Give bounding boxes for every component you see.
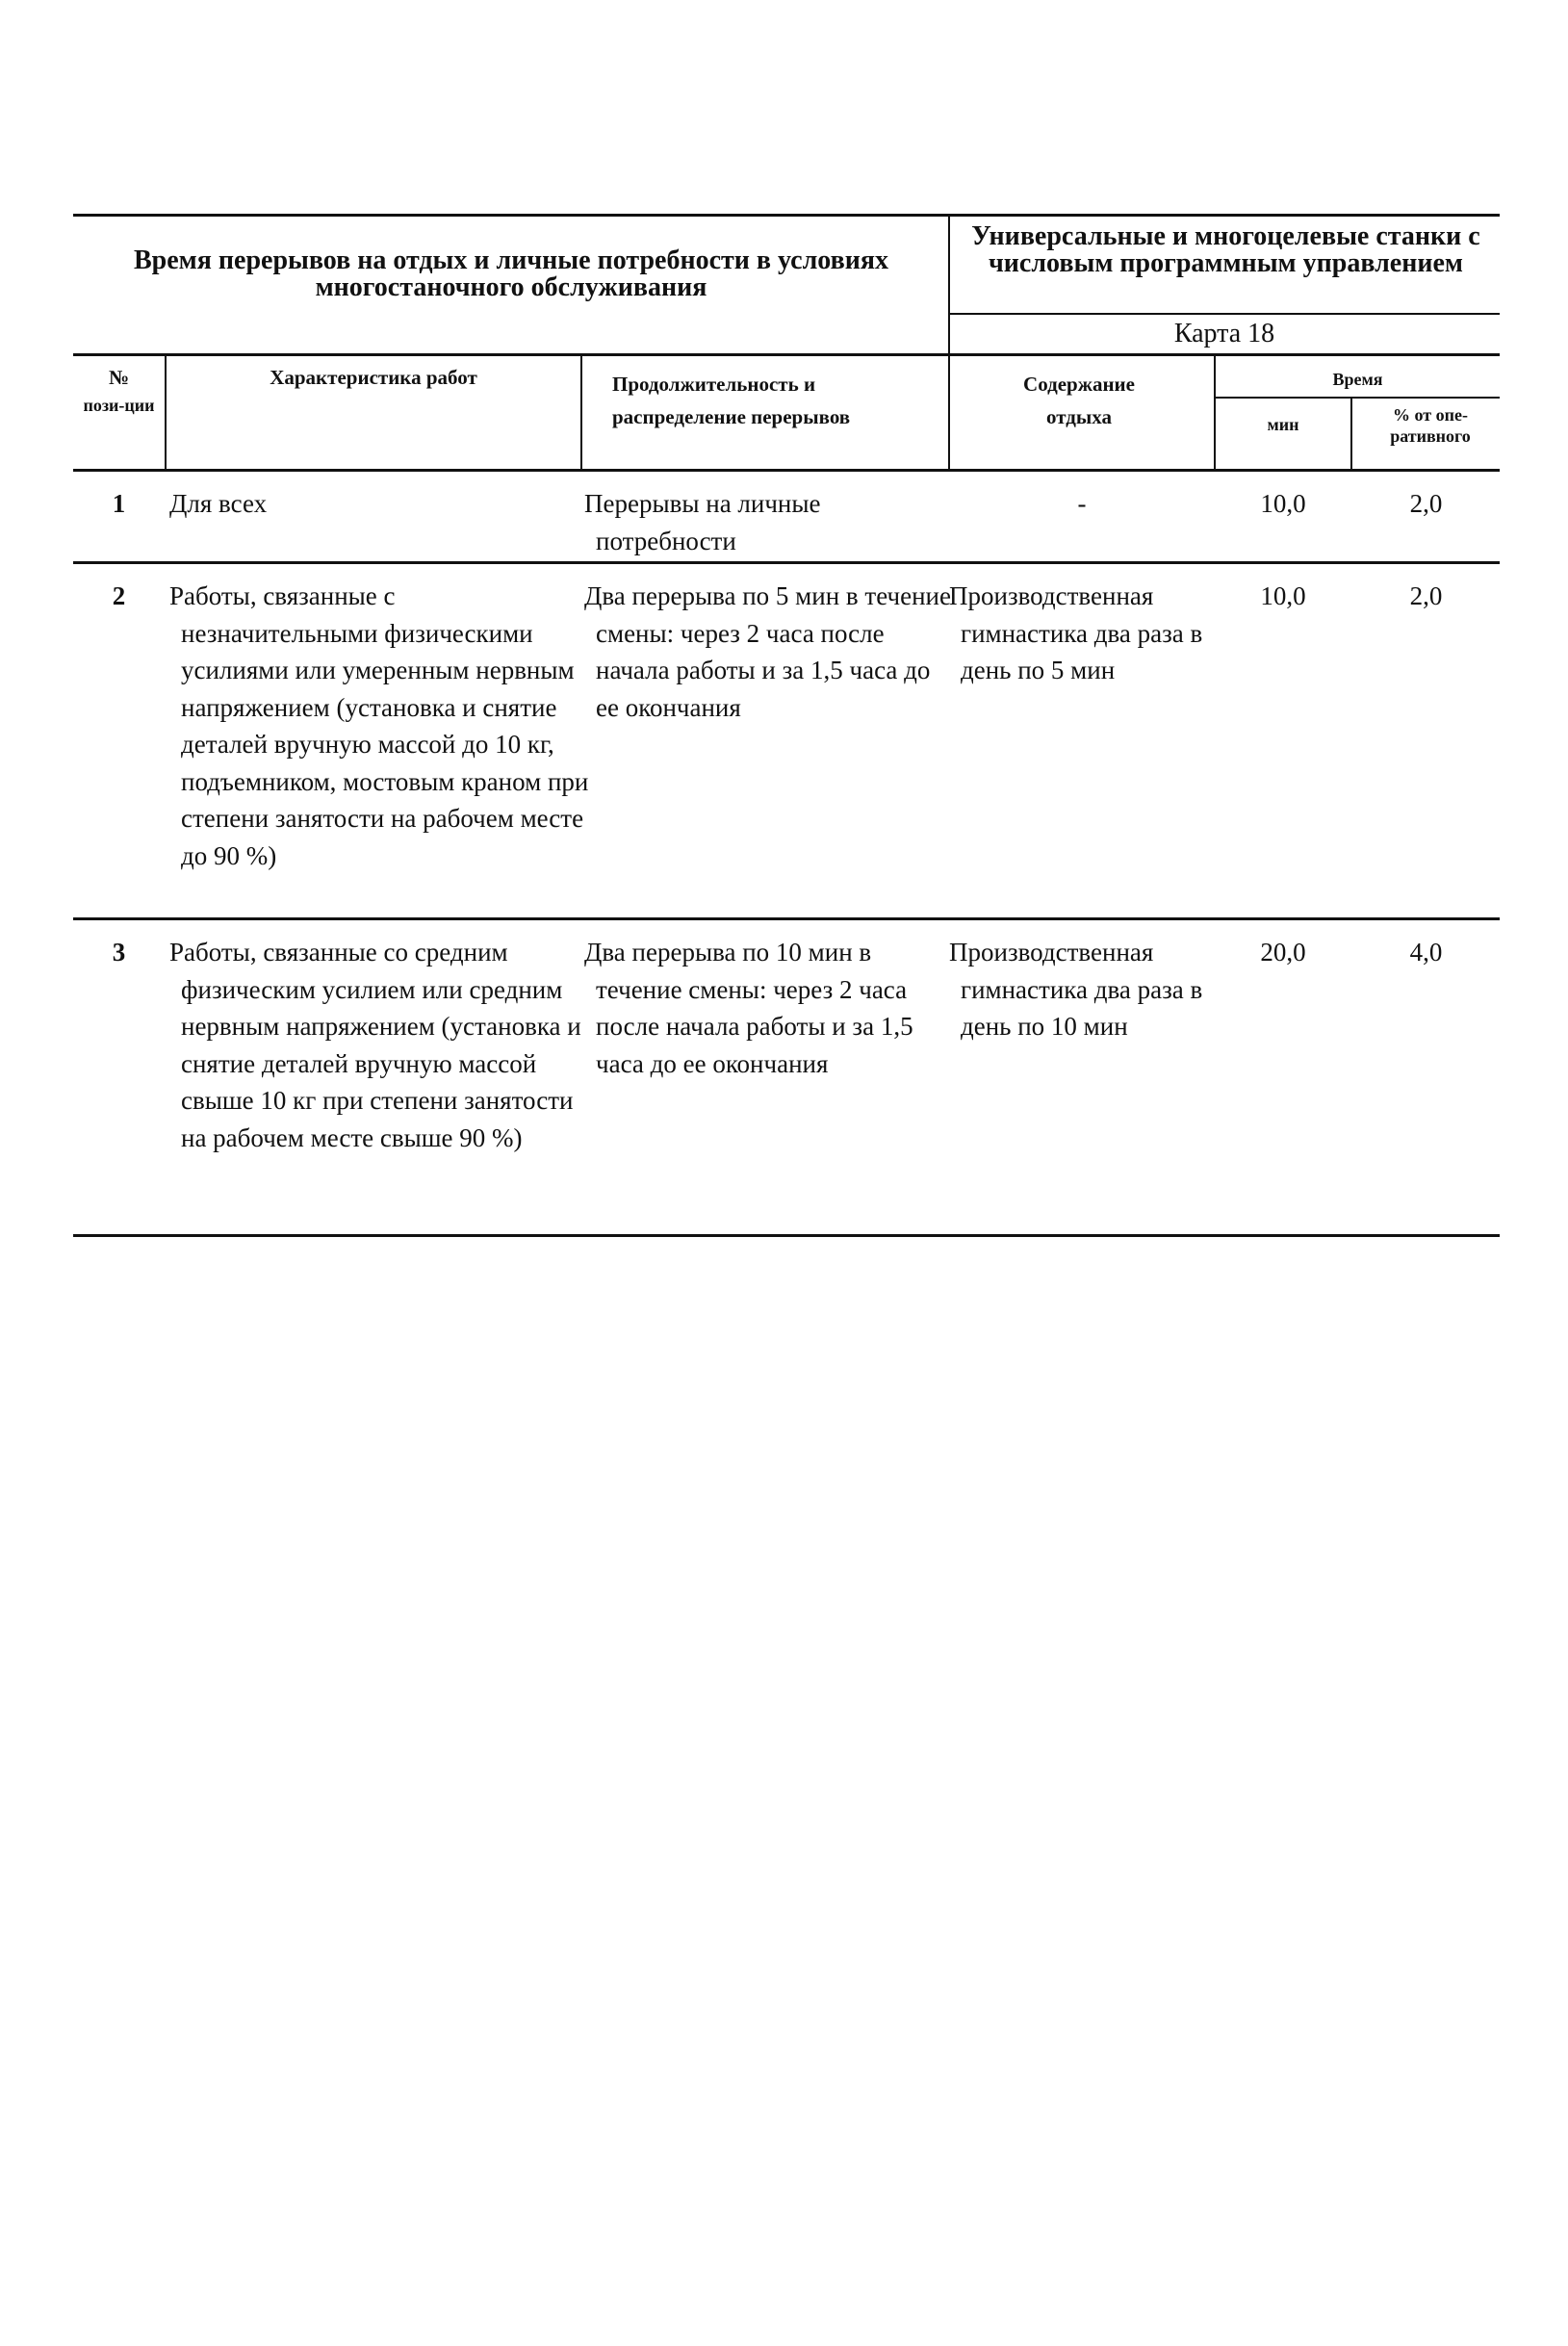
row-1-pct: 2,0 (1409, 489, 1443, 518)
machine-group-title: Универсальные и многоцелевые станки с числовым программным управлением (971, 221, 1480, 278)
col-divider-3 (948, 353, 950, 472)
row-3-duration: Два перерыва по 10 мин в течение смены: через 2 часа после начала работы и за 1,5 часа до ее окончания (584, 938, 913, 1078)
row-2-work: Работы, связанные с незначительными физическими усилиями или умеренным нервным напряжением (установка и снятие деталей вручную массой до 10 кг, подъемником, мостовым краном при степени занятости на рабочем месте до 90 %) (169, 581, 589, 870)
colhead-pct: % от опе-ративного (1390, 405, 1471, 446)
row-1-min: 10,0 (1260, 489, 1306, 518)
row2-bottom-rule (73, 917, 1500, 920)
row-3-pct: 4,0 (1409, 938, 1443, 967)
col-divider-2 (580, 353, 582, 472)
card-number: Карта 18 (1173, 319, 1275, 348)
colhead-bottom-rule (73, 469, 1500, 472)
row-1-rest: - (1077, 489, 1087, 518)
row-1-num: 1 (112, 489, 126, 518)
colhead-min: мин (1267, 415, 1299, 434)
row-3-num: 3 (112, 938, 126, 967)
colhead-time: Время (1332, 370, 1383, 389)
time-subheader-rule (1215, 397, 1500, 399)
top-rule (73, 214, 1500, 217)
row-3-rest: Производственная гимнастика два раза в день по 10 мин (949, 938, 1203, 1041)
row-1-duration: Перерывы на личные потребности (584, 489, 821, 555)
card-title: Время перерывов на отдых и личные потребности в условиях многостаночного обслуживания (133, 245, 888, 302)
row-2-pct: 2,0 (1409, 581, 1443, 610)
row-1-work: Для всех (169, 489, 268, 518)
header-bottom-rule (73, 353, 1500, 356)
colhead-duration: Продолжительность и распределение перерывов (612, 373, 851, 428)
row-3-work: Работы, связанные со средним физическим усилием или средним нервным напряжением (установка и снятие деталей вручную массой свыше 10 кг при степени занятости на рабочем месте свыше 90 %) (169, 938, 581, 1152)
row-3-min: 20,0 (1260, 938, 1306, 967)
colhead-num: № (108, 366, 130, 389)
col-divider-5 (1350, 397, 1352, 472)
row-2-min: 10,0 (1260, 581, 1306, 610)
row-2-num: 2 (112, 581, 126, 610)
card-rule (949, 313, 1500, 315)
colhead-rest: Содержание отдыха (1023, 373, 1135, 428)
row-2-rest: Производственная гимнастика два раза в день по 5 мин (949, 581, 1203, 684)
colhead-work: Характеристика работ (270, 366, 477, 389)
row1-bottom-rule (73, 561, 1500, 564)
table-bottom-rule (73, 1234, 1500, 1237)
colhead-num-sub: пози-ции (83, 396, 155, 415)
row-2-duration: Два перерыва по 5 мин в течение смены: через 2 часа после начала работы и за 1,5 часа до ее окончания (584, 581, 951, 722)
